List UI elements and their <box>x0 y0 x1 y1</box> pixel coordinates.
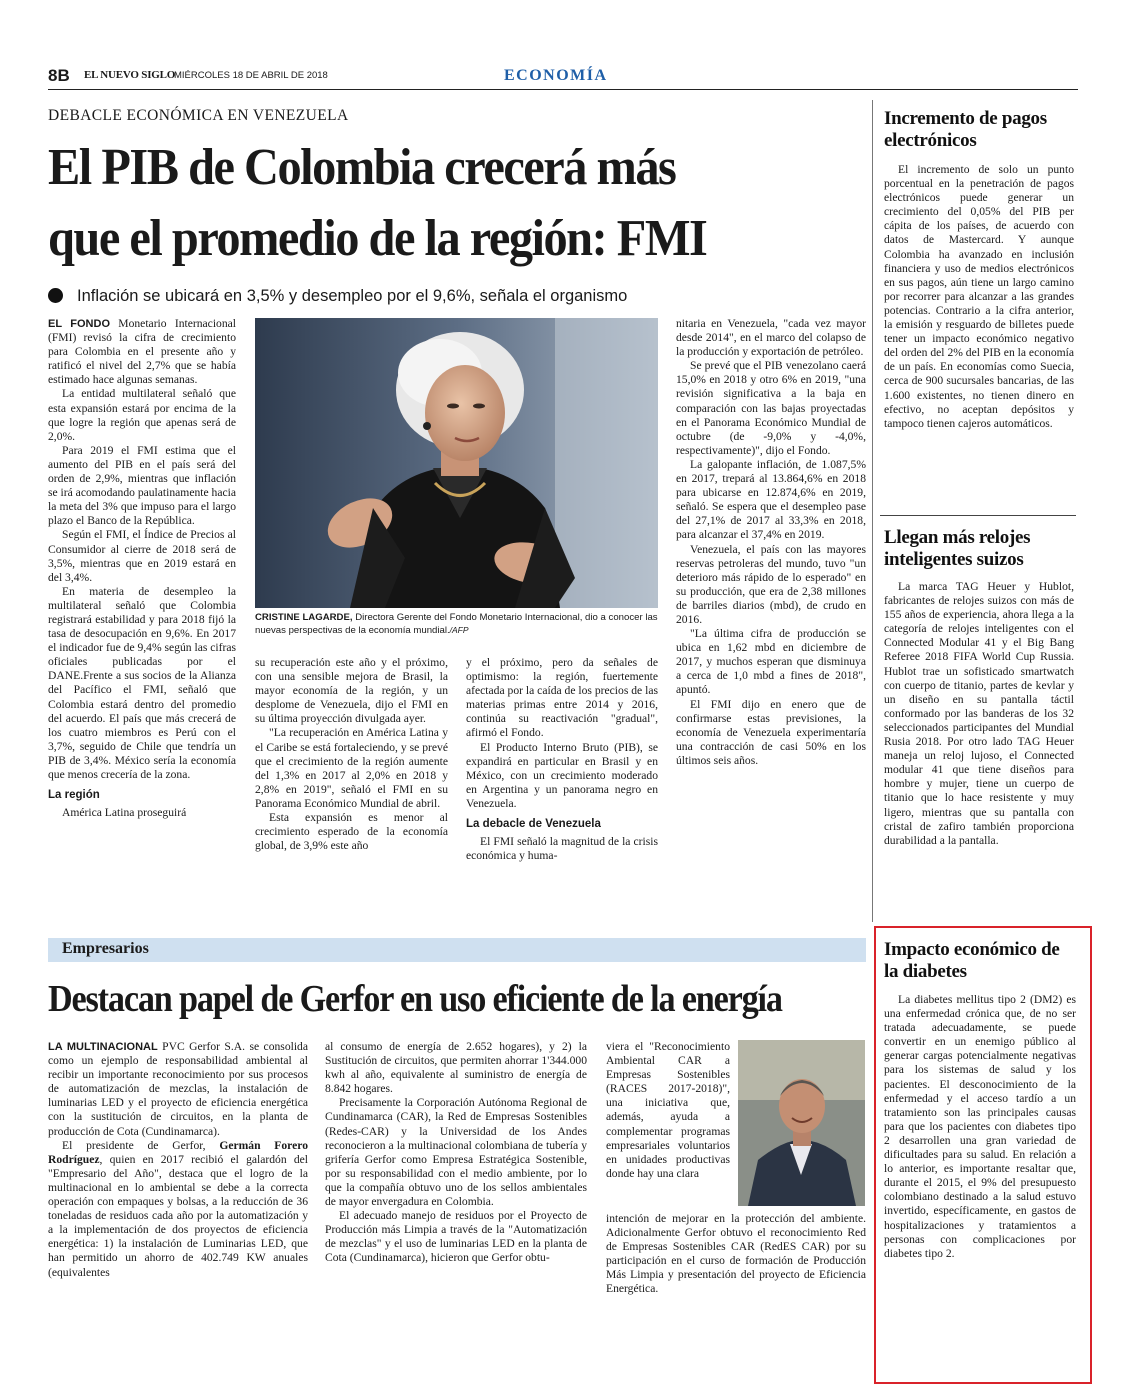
main-article-column-2 <box>255 656 448 920</box>
paragraph: Precisamente la Corporación Autónoma Regional de Cundinamarca (CAR), la Red de Empresas Sostenibles (Redes-CAR) y la Universidad de los Andes reconocieron a la multinacional colombiana de tubería y grifería Gerfor como Empresa Estratégica Sostenible, por su responsabilidad con el medio ambiente, por lo que la compañía obtuvo uno de los sellos ambientales de mayor envergadura en Colombia. <box>325 1096 587 1209</box>
portrait-image <box>255 318 658 608</box>
kicker: DEBACLE ECONÓMICA EN VENEZUELA <box>48 107 349 124</box>
page-header <box>48 66 868 88</box>
photo-credit: /AFP <box>449 625 469 635</box>
paragraph: Venezuela, el país con las mayores reservas petroleras del mundo, tuvo "un deterioro más rápido de lo esperado" en su producción, que era de 2,38 millones de barriles diarios (mbd), de crudo en 2016. <box>676 542 866 626</box>
paragraph: intención de mejorar en la protección del ambiente. Adicionalmente Gerfor obtuvo el reconocimiento Red de Empresas Sostenibles CAR (RedES CAR) por su participación en el curso de formación de Producción Más Limpia y presentación del proyecto de Eficiencia Energética. <box>606 1212 866 1296</box>
paragraph: El incremento de solo un punto porcentual en la penetración de pagos electrónicos puede generar un crecimiento del 0,05% del PIB per cápita de los países, de acuerdo con datos de Mastercard. Y aunque Colombia ha avanzado en inclusión financiera y uso de medios electrónicos en sus pagos, aún tiene un largo camino por recorrer para alcanzar a las grandes potencias. Contrario a la cifra anterior, la emisión y resguardo de billetes puede tener un impacto económico negativo del orden del 2% del PIB en la economía de un país. En economías como Suecia, cerca de 900 sucursales bancarias, de las 1.600 existentes, no tienen dinero en efectivo, no aceptan depósitos y tampoco tienen cajeros automáticos. <box>884 163 1074 430</box>
section-name: ECONOMÍA <box>504 67 608 84</box>
paragraph: "La última cifra de producción se ubica en 1,62 mbd en diciembre de 2017, y muchos esperan que disminuya a cerca de 1,0 mbd a fines de 2018", apuntó. <box>676 627 866 697</box>
paragraph: y el próximo, pero da señales de optimismo: la región, fuertemente afectada por la caída de los precios de las materias primas entre 2014 y 2016, continúa su reactivación "gradual", afirmó el Fondo. <box>466 656 658 740</box>
sidebar-divider <box>872 100 873 922</box>
paragraph: Para 2019 el FMI estima que el aumento del PIB en el país será del orden de 2,9%, mientras que inflación se irá acomodando paulatinamente hacia la meta del 3% que impuso para el largo plazo el Banco de la República. <box>48 443 236 528</box>
subheadline-text: Inflación se ubicará en 3,5% y desempleo por el 9,6%, señala el organismo <box>77 287 628 305</box>
sidebar-box3-title: Impacto económico de la diabetes <box>884 939 1060 982</box>
sidebar-box3-body <box>884 993 1076 1373</box>
sidebar-box1-body <box>884 163 1074 515</box>
second-article-column-3a <box>606 1040 730 1212</box>
paragraph: El presidente de Gerfor, <box>62 1138 220 1152</box>
paragraph: nitaria en Venezuela, "cada vez mayor desde 2014", en el marco del colapso de la producción y exportación de petróleo. <box>676 317 866 359</box>
second-headline: Destacan papel de Gerfor en uso eficiente de la energía <box>48 978 782 1020</box>
forero-photo <box>738 1040 865 1206</box>
paragraph: Se prevé que el PIB venezolano caerá 15,0% en 2018 y otro 6% en 2019, "una revisión significativa a la baja en comparación con las bajas proyectadas en el Panorama Económico Mundial de octubre (de -9,0% y -4,0%, respectivamente)", dijo el Fondo. <box>676 359 866 457</box>
sidebar-separator <box>880 515 1076 516</box>
subhead-debacle: La debacle de Venezuela <box>466 818 601 831</box>
paragraph: El Producto Interno Bruto (PIB), se expandirá en particular en Brasil y en México, con un crecimiento moderado en Argentina y un panorama negro en Venezuela. <box>466 740 658 810</box>
paragraph: El adecuado manejo de residuos por el Proyecto de Producción más Limpia a través de la "Automatización de mezclas" y el uso de luminarias LED en la planta de Cota (Cundinamarca), hicieron que Gerfor obtu- <box>325 1209 587 1265</box>
second-article-column-3b <box>606 1212 866 1340</box>
paragraph: El FMI señaló la magnitud de la crisis económica y huma- <box>466 835 658 863</box>
paragraph: La entidad multilateral señaló que esta expansión estará por encima de la que logre la región que apenas será de 2,0%. <box>48 387 236 443</box>
sidebar-box2-body <box>884 580 1074 920</box>
paragraph: su recuperación este año y el próximo, con una sensible mejora de Brasil, la mayor economía de la región, y un desplome de Venezuela, dijo el FMI en su última proyección divulgada ayer. <box>255 656 448 726</box>
paragraph: "La recuperación en América Latina y el Caribe se está fortaleciendo, y se prevé que el crecimiento de la región aumente del 1,3% en 2017 al 2,0% en 2018 y 2,8% en 2019", señaló el FMI en su Panorama Económico Mundial de abril. <box>255 726 448 810</box>
second-article-column-2 <box>325 1040 587 1340</box>
section-tag: Empresarios <box>62 940 149 957</box>
paragraph: , quien en 2017 recibió el galardón del "Empresario del Año", destaca que el logro de la multinacional en lo ambiental se debe a la correcta operación con empaques y bolsas, a la reducción de 36 toneladas de residuos cada año por la automatización y a la implementación de dos proyectos de eficiencia energética: 1) la instalación de Luminarias LED, que han permitido un ahorro de 402.749 KW anuales (equivalentes <box>48 1152 308 1279</box>
sidebar-box2-title: Llegan más relojes inteligentes suizos <box>884 527 1031 570</box>
paragraph: Esta expansión es menor al crecimiento esperado de la economía global, de 3,9% este año <box>255 811 448 853</box>
subhead-la-region: La región <box>48 789 100 802</box>
main-article-column-1 <box>48 317 236 921</box>
bullet-icon <box>48 288 63 303</box>
section-tag-bar <box>48 938 866 962</box>
subheadline <box>48 287 627 306</box>
second-article-column-1 <box>48 1040 308 1340</box>
lagarde-photo <box>255 318 658 608</box>
header-rule <box>48 89 1078 90</box>
paragraph: La diabetes mellitus tipo 2 (DM2) es una enfermedad crónica que, de no ser tratada adecuadamente, se puede convertir en un enemigo público al generar cargas potencialmente negativas para los sistemas de salud y los pacientes. El desconocimiento de la enfermedad y el acceso tardío a un tratamiento son las principales causas para que los pacientes con diabetes tipo 2 desarrollen una gran variedad de dificultades para su salud. En relación a lo anterior, es importante resaltar que, durante el 2015, el 9% del presupuesto colombiano destinado a la salud estuvo invertido, específicamente, en gastos de hospitalizaciones y tratamientos a personas con complicaciones por diabetes tipo 2. <box>884 993 1076 1260</box>
paragraph: América Latina proseguirá <box>62 806 187 820</box>
paragraph: Según el FMI, el Índice de Precios al Consumidor al cierre de 2018 será de 3,5%, mientras que en 2019 estará en del 3,4%. <box>48 528 236 584</box>
sidebar-box1-title: Incremento de pagos electrónicos <box>884 108 1047 151</box>
paragraph: Monetario Internacional (FMI) revisó la cifra de crecimiento para Colombia en el presente año y ratificó el nivel del 2,7% que se había estimado hace algunas semanas. <box>48 317 236 387</box>
article-lead: EL FONDO <box>48 318 111 330</box>
main-article-column-4 <box>676 317 866 921</box>
paragraph: En materia de desempleo la multilateral señaló que Colombia registrará estabilidad y para 2018 fijó la tasa de desocupación en 9,6%. En 2017 el indicador fue de 9,4% según las cifras oficiales publicadas por el DANE.Frente a sus socios de la Alianza del Pacífico el FMI, señaló que Colombia estará dentro del promedio del acuerdo. El país que más crecerá de los cuatro miembros es Perú con el 3,7%, seguido de Chile que tendría un PIB de 3,4%. México sería la economía que menos crecería de la zona. <box>48 584 236 781</box>
photo-caption <box>255 612 660 637</box>
portrait-image <box>738 1040 865 1206</box>
paper-name: EL NUEVO SIGLO <box>84 69 176 81</box>
paragraph: PVC Gerfor S.A. se consolida como un ejemplo de responsabilidad ambiental al recibir un importante reconocimiento por sus procesos de automatización de mezclas, la instalación de luminarias LED y el proyecto de eficiencia energética con la sustitución de circuitos, en la planta de producción de Cota (Cundinamarca). <box>48 1040 308 1138</box>
caption-text: Directora Gerente del Fondo Monetario Internacional, dio a conocer las nuevas perspectivas de la economía mundial. <box>255 612 658 636</box>
person-name: Germán Forero Rodríguez <box>48 1138 308 1166</box>
headline-line-1: El PIB de Colombia crecerá más <box>48 139 676 196</box>
main-article-column-3 <box>466 656 658 920</box>
issue-date: MIÉRCOLES 18 DE ABRIL DE 2018 <box>174 70 328 81</box>
headline-line-2: que el promedio de la región: FMI <box>48 210 707 267</box>
paragraph: al consumo de energía de 2.652 hogares), y 2) la Sustitución de circuitos, que permiten ahorrar 1'344.000 kwh al año, equivalente al suministro de energía de 8.842 hogares. <box>325 1040 587 1096</box>
paragraph: El FMI dijo en enero que de confirmarse estas previsiones, la economía de Venezuela experimentaría una contracción de casi 50% en los últimos seis años. <box>676 697 866 767</box>
page-number: 8B <box>48 66 70 85</box>
paragraph: La marca TAG Heuer y Hublot, fabricantes de relojes suizos con más de 155 años de experiencia, ahora llega a la categoría de relojes inteligentes con el Connected Modular 41 y el Big Bang Referee 2018 FIFA World Cup Russia. Hublot trae un sofisticado smartwatch con cuerpo de titanio, partes de kevlar y un diseño en su pantalla táctil conformado por las banderas de los 32 seleccionados participantes del Mundial Rusia 2018. Por otro lado TAG Heuer maneja un reloj lujoso, el Connected modular 41 que tiene diseños para hombre y mujer, tiene un cuerpo de titanio que lo hace resistente y muy ligero, mientras que su pantalla con cristal de zafiro también proporciona durabilidad a la pantalla. <box>884 580 1074 847</box>
caption-name: CRISTINE LAGARDE, <box>255 612 353 623</box>
paragraph: La galopante inflación, de 1.087,5% en 2017, trepará al 13.864,6% en 2018 para ubicarse en 12.874,6% en 2019, señaló. Se espera que el desempleo pase del 27,1% de 2017 al 33,3% en 2018, para alcanzar el 37,4% en 2019. <box>676 457 866 542</box>
paragraph: viera el "Reconocimiento Ambiental CAR a Empresas Sostenibles (RACES 2017-2018)", una iniciativa que, además, ayuda a complementar programas empresariales voluntarios en unidades productivas donde hay una clara <box>606 1040 730 1180</box>
article-lead: LA MULTINACIONAL <box>48 1041 158 1053</box>
